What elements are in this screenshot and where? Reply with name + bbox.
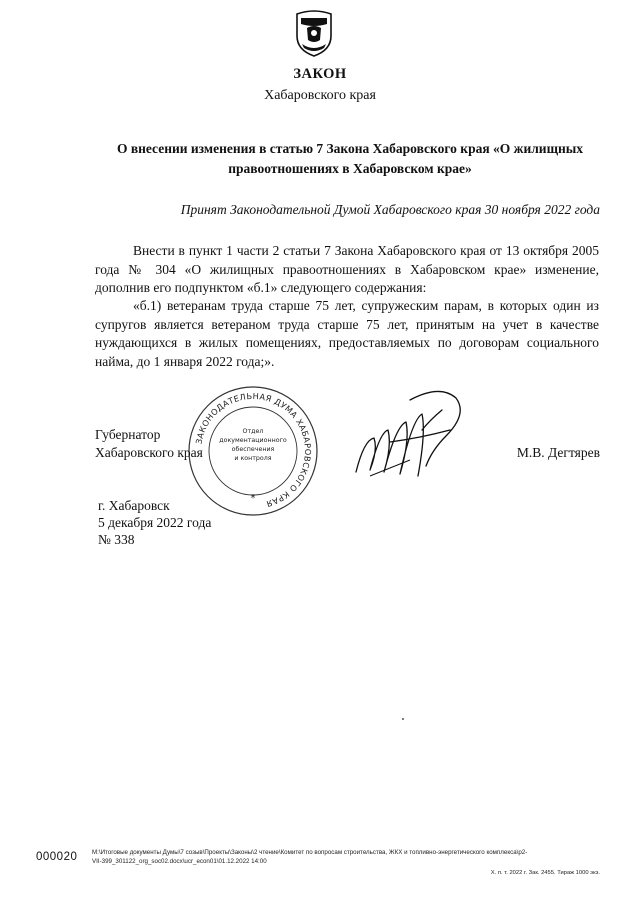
handwritten-signature [350,380,470,490]
adoption-note: Принят Законодательной Думой Хабаровского края 30 ноября 2022 года [180,202,600,217]
law-number: № 338 [98,532,135,547]
issue-date: 5 декабря 2022 года [98,515,212,530]
coat-of-arms-icon [293,6,335,58]
document-heading [100,139,600,179]
region-subtitle: Хабаровского края [264,88,376,103]
seal-ring-text: ЗАКОНОДАТЕЛЬНАЯ ДУМА ХАБАРОВСКОГО КРАЯ [193,390,314,510]
body-paragraph-1: Внести в пункт 1 части 2 статьи 7 Закона Хабаровского края от 13 октября 2005 года № 304 «О жилищных правоотношениях в Хабаровском крае» изменение, дополнив его подпунктом «б.1» следующего содержания: [95,243,599,295]
governor-title-line-1: Губернатор [95,427,161,442]
seal-center-line-1: Отдел [242,428,264,435]
heading-line-2: правоотношениях в Хабаровском крае» [228,161,472,176]
governor-title-line-2: Хабаровского края [95,445,203,460]
seal-center-line-4: и контроля [234,455,272,462]
scan-speck [402,718,404,720]
issue-details [98,497,211,548]
footer-file-path [92,848,600,866]
heading-line-1: О внесении изменения в статью 7 Закона Хабаровского края «О жилищных [116,141,584,156]
footer-path-line-1: M:\Итоговые документы Думы\7 созыв\Проекты\Законы\2 чтение\Комитет по вопросам строительства, ЖКХ и топливно-энергетического комплекса\р2- [92,849,528,856]
body-paragraph-2: «б.1) ветеранам труда старше 75 лет, супружеским парам, в которых один из супругов является ветераном труда старше 75 лет, принятым на учет в качестве нуждающихся в жилых помещениях, предоставляемых по договорам социального найма, до 1 января 2022 года;». [95,298,599,369]
governor-name: М.В. Дегтярев [516,445,600,460]
footer-code: 000020 [36,851,78,863]
governor-title [95,426,203,462]
seal-center-line-2: документационного [219,437,287,444]
footer-print-info: Х. п. т. 2022 г. Зак. 2455. Тираж 1000 экз. [490,870,600,876]
seal-star: * [250,493,256,504]
footer-path-line-2: VII-399_301122_org_soc02.docx\ucr_econ01\01.12.2022 14:00 [92,858,267,865]
issue-city: г. Хабаровск [98,498,170,513]
seal-center-line-3: обеспечения [231,446,275,453]
law-title: ЗАКОН [293,66,347,82]
